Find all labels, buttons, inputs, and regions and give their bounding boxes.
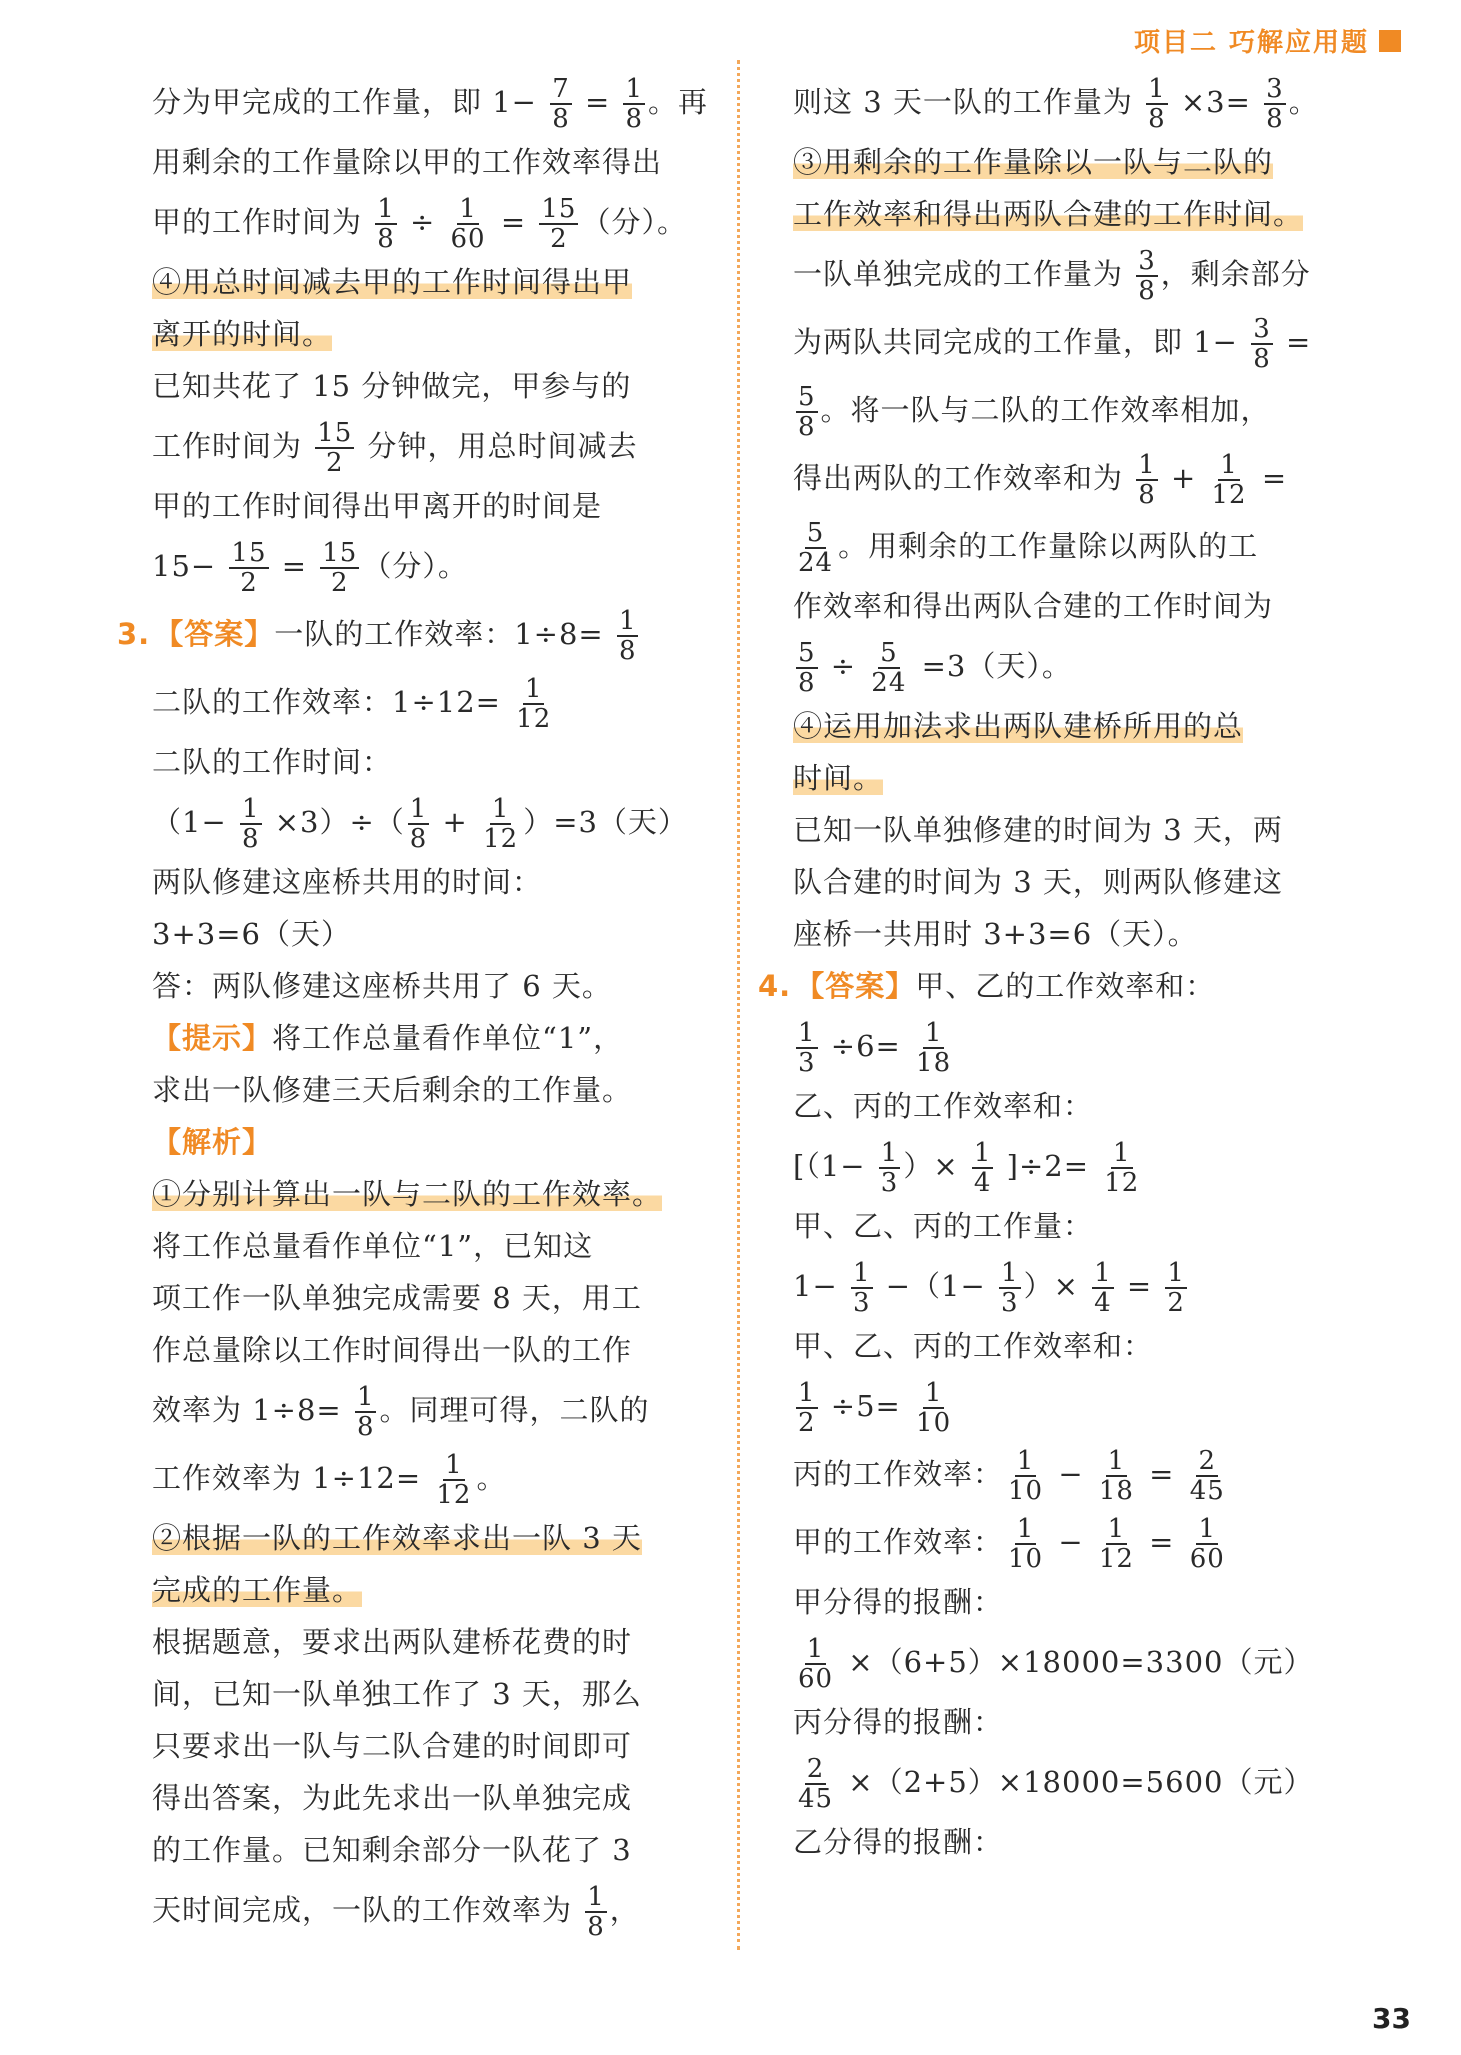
text-line	[793, 376, 1383, 444]
line-text: 的工作量。已知剩余部分一队花了 3	[152, 1833, 632, 1867]
question-number: 3.	[117, 617, 151, 651]
line-text: ③用剩余的工作量除以一队与二队的	[793, 145, 1274, 179]
line-text: 两队修建这座桥共用的时间：	[152, 865, 543, 899]
fraction: $\frac{1}{8}$	[409, 794, 428, 854]
fraction: $\frac{3}{8}$	[1266, 74, 1284, 134]
text-line	[152, 188, 742, 256]
fraction: $\frac{2}{45}$	[1189, 1446, 1225, 1506]
line-text: 15− $\frac{15}{2}$ = $\frac{15}{2}$ （分）。	[152, 538, 468, 598]
text-line	[793, 1012, 1383, 1080]
text-line	[793, 512, 1383, 580]
line-text: 项工作一队单独完成需要 8 天，用工	[152, 1281, 642, 1315]
line-text: [（1− $\frac{1}{3}$ ）× $\frac{1}{4}$ ]÷2= $\frac{1}{12}$	[793, 1138, 1140, 1198]
line-text: 时间。	[793, 761, 884, 795]
text-line	[793, 752, 1383, 804]
left-column	[117, 68, 742, 1944]
line-text: 求出一队修建三天后剩余的工作量。	[152, 1073, 633, 1107]
page-header	[1134, 22, 1401, 59]
text-line	[793, 580, 1383, 632]
fraction: $\frac{2}{45}$	[798, 1754, 834, 1814]
line-text: 甲的工作时间为 $\frac{1}{8}$ ÷ $\frac{1}{60}$ = $\frac{15}{2}$ （分）。	[152, 194, 687, 254]
text-line	[152, 1512, 742, 1564]
section-tag: 【答案】	[795, 969, 916, 1003]
text-line	[152, 1616, 742, 1668]
text-line	[758, 960, 1383, 1012]
fraction: $\frac{7}{8}$	[552, 74, 570, 134]
fraction: $\frac{1}{4}$	[973, 1138, 992, 1198]
line-text: 则这 3 天一队的工作量为 $\frac{1}{8}$ ×3= $\frac{3}{8}$ 。	[793, 74, 1319, 134]
text-line	[152, 1272, 742, 1324]
fraction: $\frac{1}{12}$	[516, 674, 552, 734]
fraction: $\frac{3}{8}$	[1253, 314, 1271, 374]
text-line	[793, 68, 1383, 136]
line-text: ④用总时间减去甲的工作时间得出甲	[152, 265, 633, 299]
line-text: 将工作总量看作单位“1”，	[272, 1021, 624, 1055]
fraction: $\frac{1}{3}$	[852, 1258, 871, 1318]
text-line	[152, 480, 742, 532]
line-text: 得出两队的工作效率和为 $\frac{1}{8}$ + $\frac{1}{12}$ =	[793, 450, 1288, 510]
line-text: 甲的工作效率： $\frac{1}{10}$ − $\frac{1}{12}$ = $\frac{1}{60}$	[793, 1514, 1225, 1574]
text-line	[793, 136, 1383, 188]
line-text: 队合建的时间为 3 天，则两队修建这	[793, 865, 1283, 899]
line-text: 将工作总量看作单位“1”，已知这	[152, 1229, 594, 1263]
line-text: $\frac{1}{2}$ ÷5= $\frac{1}{10}$	[798, 1378, 952, 1438]
fraction: $\frac{1}{12}$	[436, 1450, 472, 1510]
line-text: $\frac{5}{24}$ 。用剩余的工作量除以两队的工	[798, 518, 1259, 578]
section-tag: 【解析】	[152, 1125, 273, 1159]
text-line	[793, 1508, 1383, 1576]
line-text: 工作效率为 1÷12= $\frac{1}{12}$ 。	[152, 1450, 507, 1510]
line-text: 乙分得的报酬：	[793, 1825, 1004, 1859]
text-line	[152, 308, 742, 360]
text-line	[152, 1064, 742, 1116]
text-line	[152, 788, 742, 856]
fraction: $\frac{1}{4}$	[1094, 1258, 1112, 1318]
fraction: $\frac{15}{2}$	[317, 418, 353, 478]
line-text: 得出答案，为此先求出一队单独完成	[152, 1781, 633, 1815]
fraction: $\frac{1}{12}$	[1104, 1138, 1140, 1198]
line-text: $\frac{5}{8}$ 。将一队与二队的工作效率相加，	[798, 382, 1271, 442]
fraction: $\frac{1}{10}$	[1008, 1446, 1044, 1506]
fraction: $\frac{1}{60}$	[798, 1634, 834, 1694]
text-line	[793, 804, 1383, 856]
fraction: $\frac{1}{8}$	[377, 194, 395, 254]
fraction: $\frac{5}{8}$	[798, 382, 816, 442]
line-text: 3+3=6（天）	[152, 917, 351, 951]
line-text: 只要求出一队与二队合建的时间即可	[152, 1729, 633, 1763]
text-line	[152, 856, 742, 908]
text-line	[152, 1376, 742, 1444]
line-text: 乙、丙的工作效率和：	[793, 1089, 1094, 1123]
fraction: $\frac{1}{8}$	[625, 74, 644, 134]
fraction: $\frac{1}{18}$	[1098, 1446, 1134, 1506]
line-text: 1− $\frac{1}{3}$ −（1− $\frac{1}{3}$ ）× $\frac{1}{4}$ = $\frac{1}{2}$	[793, 1258, 1185, 1318]
fraction: $\frac{15}{2}$	[231, 538, 267, 598]
fraction: $\frac{1}{2}$	[798, 1378, 816, 1438]
line-text: 作效率和得出两队合建的工作时间为	[793, 589, 1274, 623]
line-text: 天时间完成，一队的工作效率为 $\frac{1}{8}$ ，	[152, 1882, 640, 1942]
text-line	[152, 1720, 742, 1772]
text-line	[152, 1220, 742, 1272]
text-line	[117, 600, 742, 668]
text-line	[793, 1080, 1383, 1132]
text-line	[152, 532, 742, 600]
text-line	[152, 1324, 742, 1376]
text-line	[793, 908, 1383, 960]
text-line	[152, 1824, 742, 1876]
text-line	[793, 1628, 1383, 1696]
line-text: $\frac{1}{3}$ ÷6= $\frac{1}{18}$	[798, 1018, 952, 1078]
fraction: $\frac{1}{18}$	[916, 1018, 952, 1078]
text-line	[152, 1876, 742, 1944]
line-text: 二队的工作时间：	[152, 745, 393, 779]
text-line	[793, 1372, 1383, 1440]
fraction: $\frac{1}{8}$	[1148, 74, 1166, 134]
line-text: 工作效率和得出两队合建的工作时间。	[793, 197, 1304, 231]
line-text: 答：两队修建这座桥共用了 6 天。	[152, 969, 612, 1003]
line-text: ④运用加法求出两队建桥所用的总	[793, 709, 1244, 743]
text-line	[152, 1168, 742, 1220]
section-tag: 【答案】	[154, 617, 275, 651]
text-line	[152, 668, 742, 736]
text-line	[793, 1320, 1383, 1372]
fraction: $\frac{1}{10}$	[1008, 1514, 1044, 1574]
text-line	[793, 856, 1383, 908]
fraction: $\frac{1}{2}$	[1167, 1258, 1185, 1318]
line-text: 甲分得的报酬：	[793, 1585, 1004, 1619]
line-text: ②根据一队的工作效率求出一队 3 天	[152, 1521, 642, 1555]
text-line	[152, 360, 742, 412]
text-line	[152, 1668, 742, 1720]
line-text: 丙的工作效率： $\frac{1}{10}$ − $\frac{1}{18}$ = $\frac{2}{45}$	[793, 1446, 1225, 1506]
text-line	[152, 736, 742, 788]
line-text: 工作时间为 $\frac{15}{2}$ 分钟，用总时间减去	[152, 418, 638, 478]
line-text: （1− $\frac{1}{8}$ ×3）÷（ $\frac{1}{8}$ + $\frac{1}{12}$ ）=3（天）	[152, 794, 688, 854]
question-number: 4.	[758, 969, 792, 1003]
line-text: 二队的工作效率：1÷12= $\frac{1}{12}$	[152, 674, 552, 734]
fraction: $\frac{1}{3}$	[798, 1018, 816, 1078]
text-line	[793, 308, 1383, 376]
line-text: 效率为 1÷8= $\frac{1}{8}$ 。同理可得，二队的	[152, 1382, 650, 1442]
line-text: 一队单独完成的工作量为 $\frac{3}{8}$ ，剩余部分	[793, 246, 1311, 306]
fraction: $\frac{1}{60}$	[450, 194, 486, 254]
fraction: $\frac{1}{8}$	[1138, 450, 1156, 510]
text-line	[152, 412, 742, 480]
line-text: 分为甲完成的工作量，即 1− $\frac{7}{8}$ = $\frac{1}{8}$ 。再	[152, 74, 709, 134]
fraction: $\frac{1}{3}$	[880, 1138, 899, 1198]
line-text: 甲、乙、丙的工作量：	[793, 1209, 1094, 1243]
fraction: $\frac{1}{12}$	[1211, 450, 1247, 510]
line-text: 作总量除以工作时间得出一队的工作	[152, 1333, 633, 1367]
text-line	[152, 908, 742, 960]
header-title: 项目二 巧解应用题	[1133, 28, 1369, 58]
text-line	[152, 136, 742, 188]
text-line	[793, 1748, 1383, 1816]
text-line	[152, 1444, 742, 1512]
line-text: 间，已知一队单独工作了 3 天，那么	[152, 1677, 642, 1711]
line-text: 甲、乙的工作效率和：	[915, 969, 1216, 1003]
fraction: $\frac{1}{12}$	[1098, 1514, 1134, 1574]
text-line	[152, 1012, 742, 1064]
line-text: 完成的工作量。	[152, 1573, 363, 1607]
line-text: 已知共花了 15 分钟做完，甲参与的	[152, 369, 632, 403]
text-line	[793, 1696, 1383, 1748]
text-line	[793, 1576, 1383, 1628]
fraction: $\frac{5}{8}$	[798, 638, 816, 698]
text-line	[793, 1252, 1383, 1320]
line-text: $\frac{2}{45}$ ×（2+5）×18000=5600（元）	[798, 1754, 1314, 1814]
section-tag: 【提示】	[152, 1021, 273, 1055]
text-line	[152, 960, 742, 1012]
fraction: $\frac{1}{3}$	[1001, 1258, 1019, 1318]
line-text: 甲、乙、丙的工作效率和：	[793, 1329, 1154, 1363]
line-text: $\frac{5}{8}$ ÷ $\frac{5}{24}$ =3（天）。	[798, 638, 1072, 698]
fraction: $\frac{5}{24}$	[798, 518, 834, 578]
text-line	[793, 188, 1383, 240]
line-text: 根据题意，要求出两队建桥花费的时	[152, 1625, 633, 1659]
page-number: 33	[1372, 2002, 1411, 2035]
text-line	[152, 68, 742, 136]
header-square-icon	[1379, 30, 1401, 52]
fraction: $\frac{3}{8}$	[1138, 246, 1156, 306]
text-line	[152, 1772, 742, 1824]
fraction: $\frac{15}{2}$	[541, 194, 577, 254]
line-text: 丙分得的报酬：	[793, 1705, 1004, 1739]
fraction: $\frac{1}{12}$	[483, 794, 519, 854]
fraction: $\frac{1}{60}$	[1189, 1514, 1225, 1574]
fraction: $\frac{1}{8}$	[356, 1382, 375, 1442]
text-line	[793, 1200, 1383, 1252]
fraction: $\frac{5}{24}$	[871, 638, 907, 698]
line-text: 已知一队单独修建的时间为 3 天，两	[793, 813, 1283, 847]
fraction: $\frac{1}{10}$	[916, 1378, 952, 1438]
right-column	[758, 68, 1383, 1868]
line-text: 为两队共同完成的工作量，即 1− $\frac{3}{8}$ =	[793, 314, 1312, 374]
text-line	[152, 1564, 742, 1616]
line-text: 用剩余的工作量除以甲的工作效率得出	[152, 145, 663, 179]
text-line	[152, 256, 742, 308]
line-text: 座桥一共用时 3+3=6（天）。	[793, 917, 1198, 951]
text-line	[793, 444, 1383, 512]
text-line	[793, 1816, 1383, 1868]
text-line	[793, 1440, 1383, 1508]
text-line	[793, 632, 1383, 700]
fraction: $\frac{15}{2}$	[322, 538, 358, 598]
line-text: 离开的时间。	[152, 317, 333, 351]
text-line	[152, 1116, 742, 1168]
text-line	[793, 700, 1383, 752]
fraction: $\frac{1}{8}$	[587, 1882, 605, 1942]
line-text: 甲的工作时间得出甲离开的时间是	[152, 489, 603, 523]
text-line	[793, 240, 1383, 308]
text-line	[793, 1132, 1383, 1200]
fraction: $\frac{1}{8}$	[241, 794, 260, 854]
line-text: 一队的工作效率：1÷8= $\frac{1}{8}$	[274, 606, 637, 666]
line-text: $\frac{1}{60}$ ×（6+5）×18000=3300（元）	[798, 1634, 1314, 1694]
line-text: ①分别计算出一队与二队的工作效率。	[152, 1177, 663, 1211]
fraction: $\frac{1}{8}$	[618, 606, 637, 666]
